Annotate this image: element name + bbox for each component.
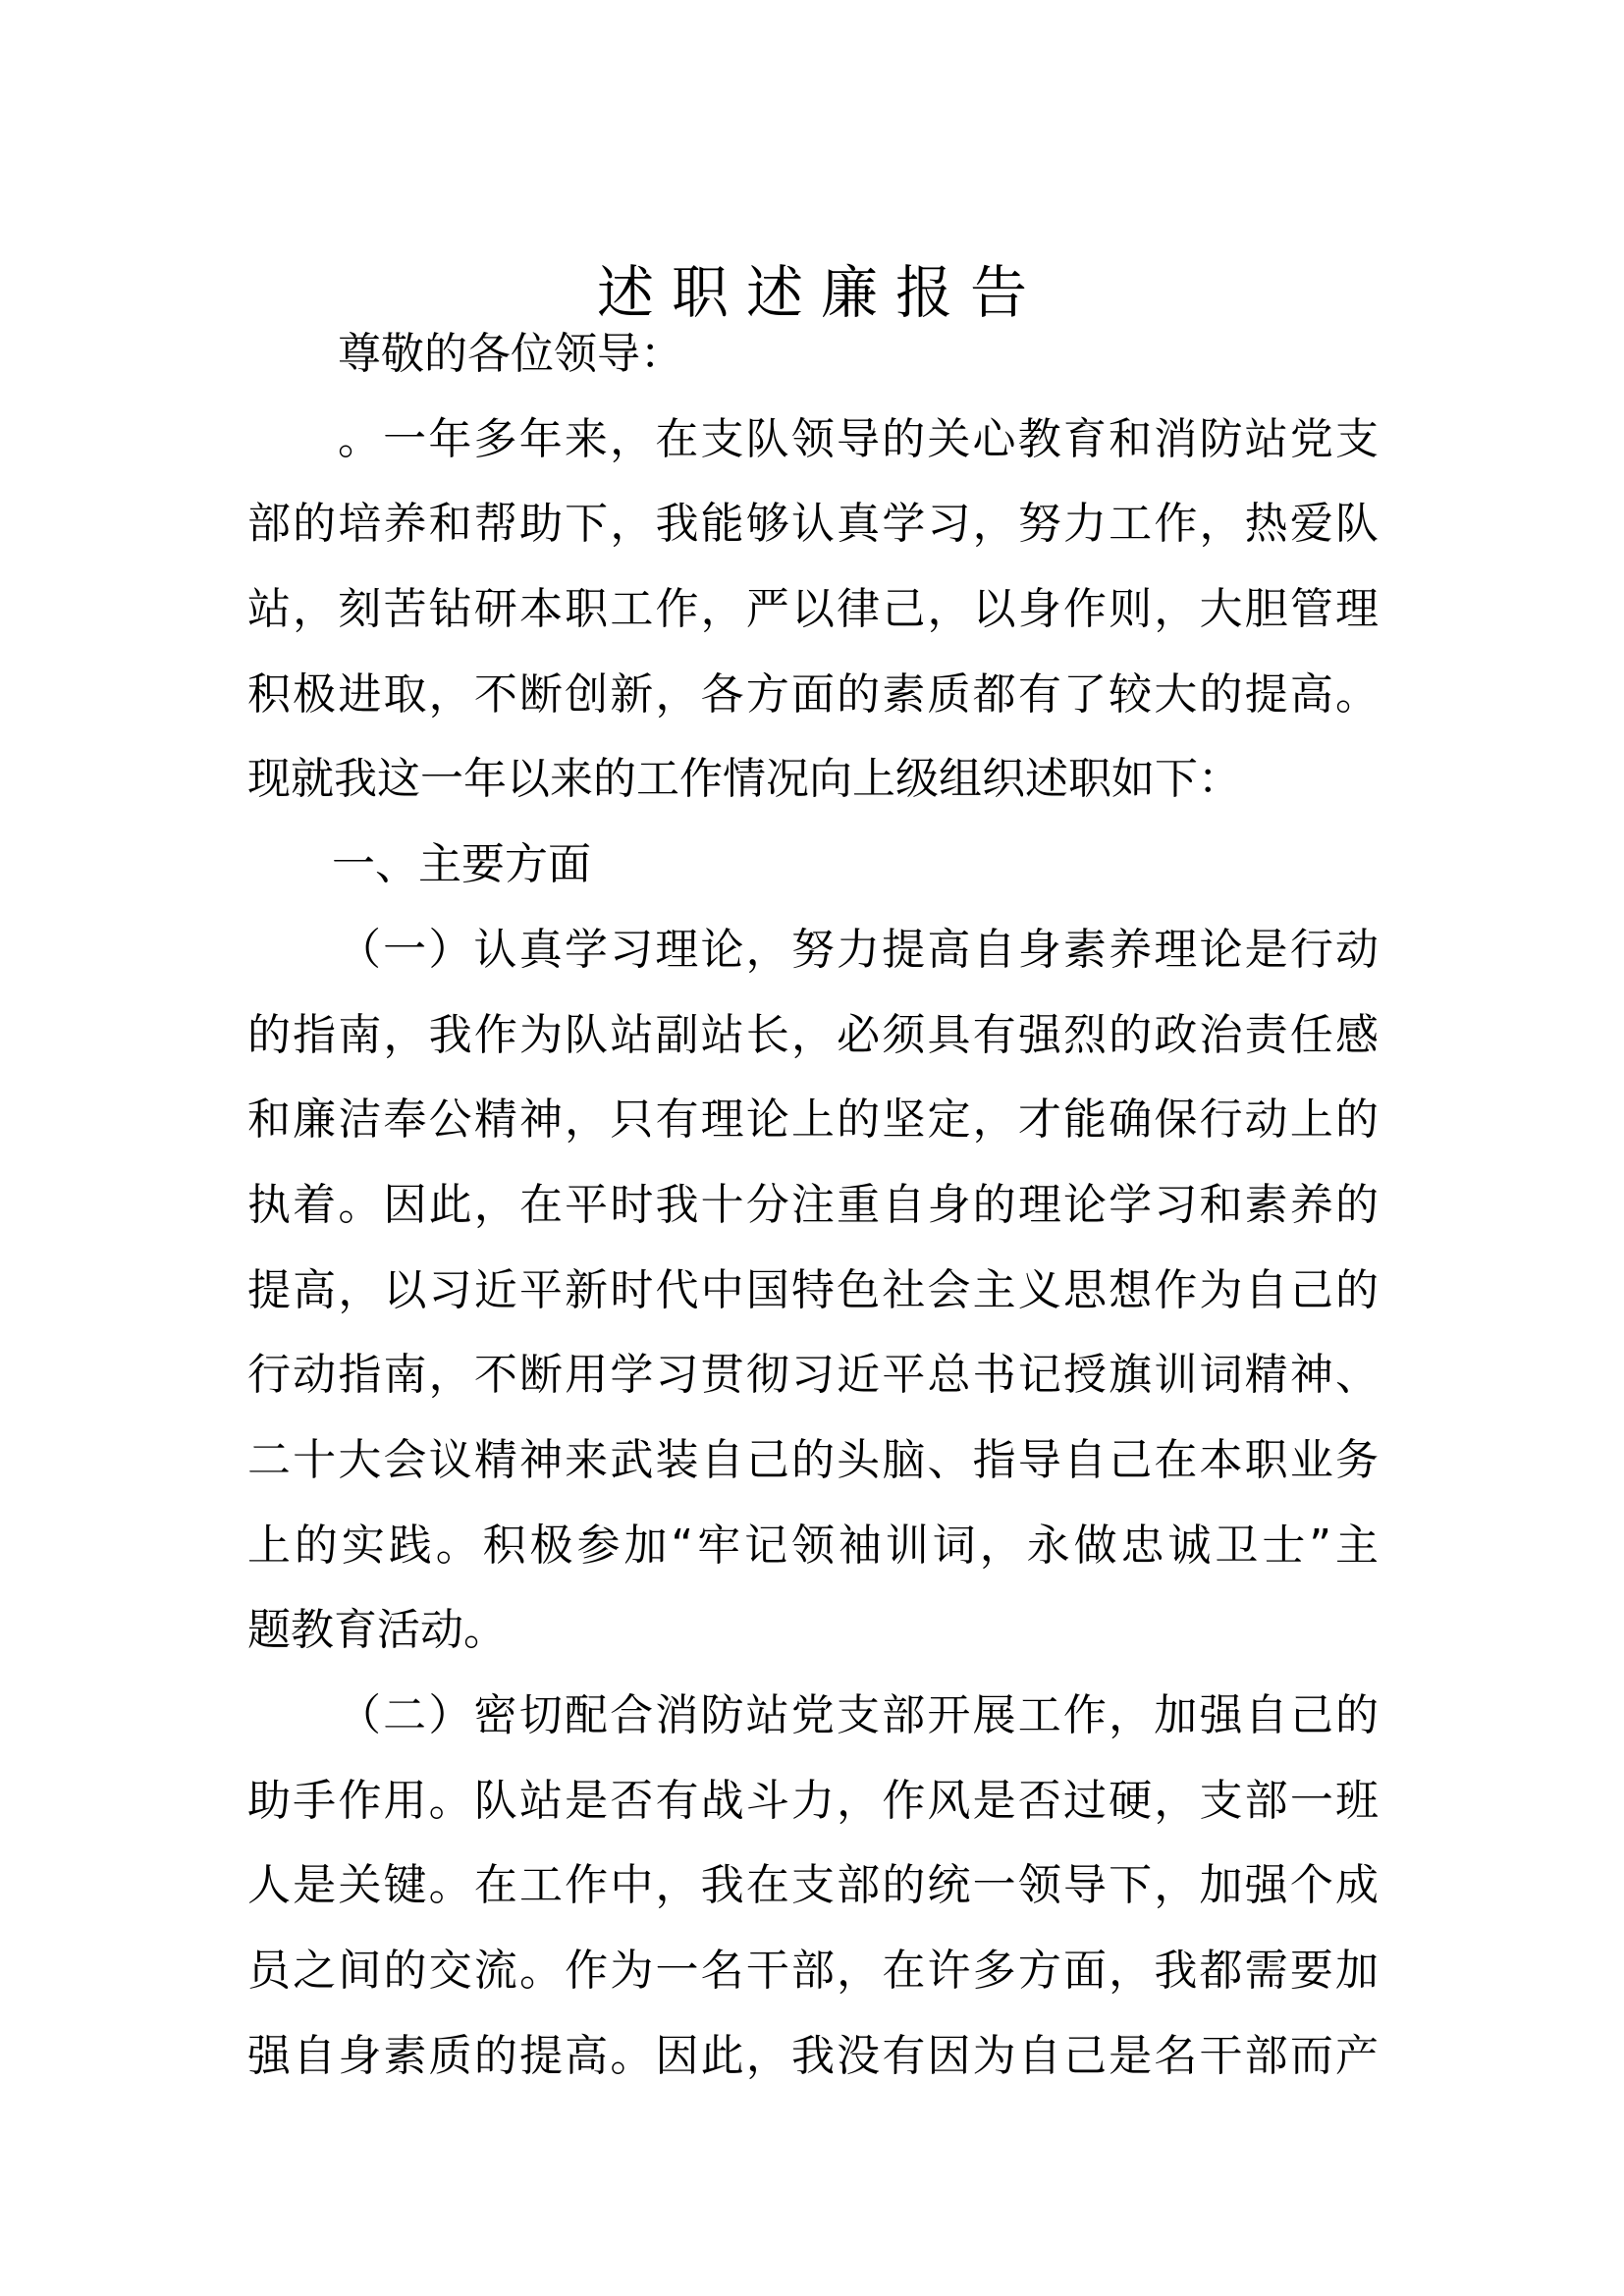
text-line: 行动指南，不断用学习贯彻习近平总书记授旗训词精神、 xyxy=(247,1350,1379,1401)
section-heading: 一、主要方面 xyxy=(332,839,591,890)
text-line: 积极进取，不断创新，各方面的素质都有了较大的提高。 xyxy=(247,668,1379,720)
text-line: 题教育活动。 xyxy=(247,1605,507,1656)
text-line: 现就我这一年以来的工作情况向上级组织述职如下： xyxy=(247,754,1241,805)
subsection-heading-line: （二）密切配合消防站党支部开展工作，加强自己的 xyxy=(338,1690,1379,1740)
text-line: 提高，以习近平新时代中国特色社会主义思想作为自己的 xyxy=(247,1264,1379,1315)
subsection-heading-line: （一）认真学习理论，努力提高自身素养理论是行动 xyxy=(338,924,1379,975)
text-line: 。一年多年来，在支队领导的关心教育和消防站党支 xyxy=(338,413,1379,464)
text-line: 强自身素质的提高。因此，我没有因为自己是名干部而产 xyxy=(247,2030,1379,2081)
text-line: 员之间的交流。作为一名干部，在许多方面，我都需要加 xyxy=(247,1946,1379,1997)
text-line: 执着。因此，在平时我十分注重自身的理论学习和素养的 xyxy=(247,1179,1379,1230)
text-line: 站，刻苦钻研本职工作，严以律己，以身作则，大胆管理 xyxy=(247,584,1379,635)
text-line: 和廉洁奉公精神，只有理论上的坚定，才能确保行动上的 xyxy=(247,1095,1379,1146)
salutation-line: 尊敬的各位领导： xyxy=(338,329,683,379)
text-line: 二十大会议精神来武装自己的头脑、指导自己在本职业务 xyxy=(247,1434,1379,1485)
text-line: 的指南，我作为队站副站长，必须具有强烈的政治责任感 xyxy=(247,1009,1379,1060)
text-line: 助手作用。队站是否有战斗力，作风是否过硬，支部一班 xyxy=(247,1775,1379,1826)
document-body xyxy=(247,312,1379,2099)
text-line: 部的培养和帮助下，我能够认真学习，努力工作，热爱队 xyxy=(247,499,1379,550)
text-line: 人是关键。在工作中，我在支部的统一领导下，加强个成 xyxy=(247,1860,1379,1911)
document-title: 述职述廉报告 xyxy=(596,258,1045,326)
text-line: 上的实践。积极参加“牢记领袖训词，永做忠诚卫士”主 xyxy=(247,1520,1379,1571)
